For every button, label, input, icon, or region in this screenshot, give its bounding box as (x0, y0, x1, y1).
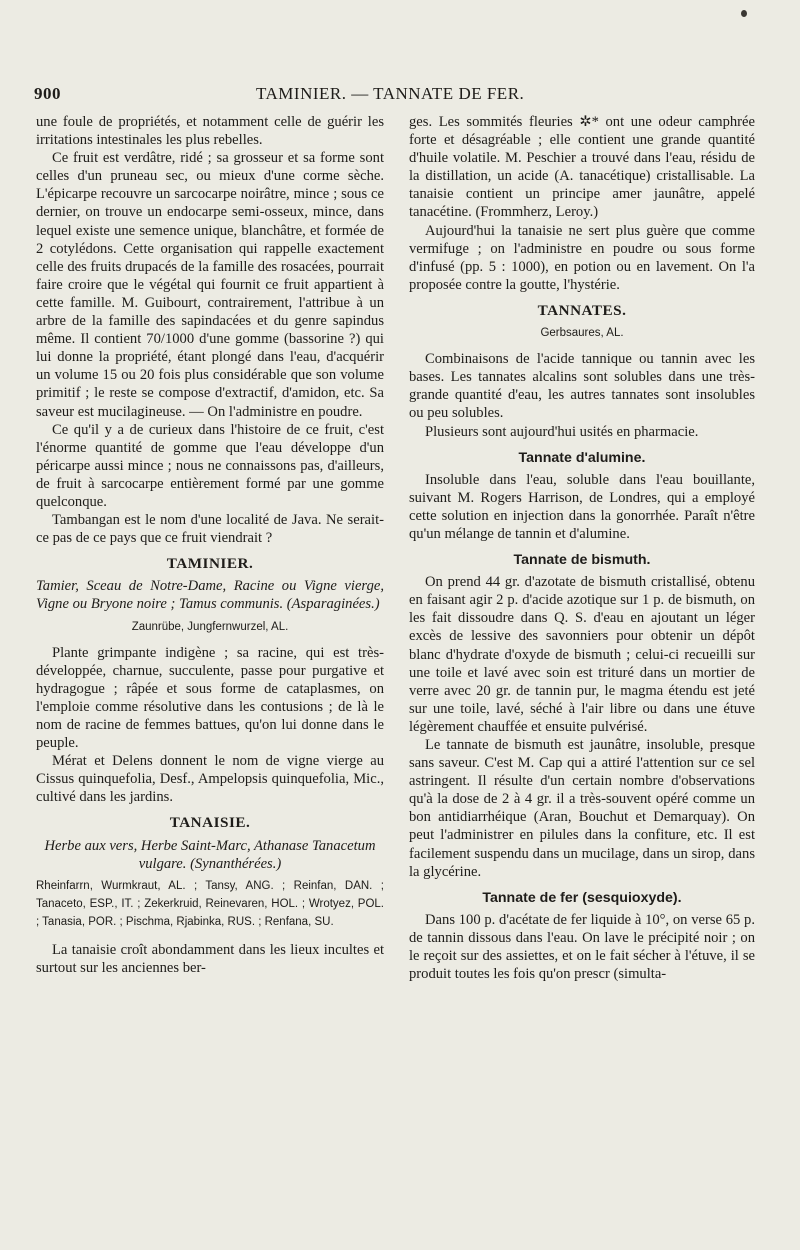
paragraph: Ce qu'il y a de curieux dans l'histoire de ce fruit, c'est l'énorme quantité de gomme que l'eau développe d'un péricarpe aussi mince ; nous ne connaissons pas, d'ailleurs, de fruit à sarcocarpe entièrement formé par une gomme quelconque. (36, 421, 384, 510)
paragraph: Tambangan est le nom d'une localité de Java. Ne serait-ce pas de ce pays que ce fruit viendrait ? (36, 512, 384, 547)
paragraph: Insoluble dans l'eau, soluble dans l'eau bouillante, suivant M. Rogers Harrison, de Londres, qui a employé cette solution en injection dans la gonorrhée. Paraît n'être qu'un mélange de tannin et d'alumine. (409, 471, 755, 542)
foreign-names: Rheinfarrn, Wurmkraut, AL. ; Tansy, ANG. ; Reinfan, DAN. ; Tanaceto, ESP., IT. ; Zekerkruid, Reinevaren, HOL. ; Wrotyez, POL. ; Tanasia, POR. ; Pischma, Rjabinka, RUS. ; Renfana, SU. (36, 879, 384, 928)
right-column (409, 113, 755, 983)
paragraph: Ce fruit est verdâtre, ridé ; sa grosseur et sa forme sont celles d'un pruneau sec, ou mieux d'une corme sèche. L'épicarpe recouvre un sarcocarpe noirâtre, mince ; sous ce dernier, on trouve un endocarpe semi-osseux, mince, dans lequel existe une semence unique, blanchâtre, et formée de 2 cotylédons. Cette organisation qui rappelle exactement celle des fruits drupacés de la famille des rosacées, pourrait faire croire que le végétal qui fournit ce fruit appartient à cette famille. M. Guibourt, contrairement, l'attribue à un arbre de la famille des sapindacées et du genre sapindus même. Il contient 70/1000 d'une gomme (bassorine ?) qui lui donne la propriété, étant plongé dans l'eau, d'acquérir un volume 15 ou 20 fois plus considérable que son volume primitif ; le reste se compose d'extractif, d'amidon, etc. Sa saveur est mucilagineuse. — On l'administre en poudre. (36, 150, 384, 420)
subheading-tannate-alumine: Tannate d'alumine. (518, 449, 646, 466)
entry-heading-tanaisie: TANAISIE. (169, 814, 251, 832)
entry-heading-taminier: TAMINIER. (166, 555, 254, 573)
ink-speck (741, 10, 747, 17)
entry-heading-tannates: TANNATES. (537, 301, 627, 319)
paragraph: Dans 100 p. d'acétate de fer liquide à 10°, on verse 65 p. de tannin dissous dans l'eau. On lave le précipité noir ; on le reçoit sur des assiettes, et on le fait sécher à l'étuve, il se produit toutes les fois qu'on prescr (simulta- (409, 911, 755, 983)
paragraph: Combinaisons de l'acide tannique ou tannin avec les bases. Les tannates alcalins sont solubles dans une très-grande quantité d'eau, les autres tannates sont insolubles ou peu solubles. (409, 351, 755, 422)
paragraph: Plusieurs sont aujourd'hui usités en pharmacie. (425, 423, 699, 440)
paragraph: Mérat et Delens donnent le nom de vigne vierge au Cissus quinquefolia, Desf., Ampelopsis quinquefolia, Mic., cultivé dans les jardins. (36, 753, 384, 806)
paragraph: Le tannate de bismuth est jaunâtre, insoluble, presque sans saveur. C'est M. Cap qui a attiré l'attention sur ce sel astringent. Il résulte d'un certain nombre d'observations qu'à la dose de 2 à 4 gr. il a très-souvent opéré comme un bon antidiarrhéique (Aran, Bouchut et Demarquay). On peut l'administrer en pilules dans la confiture, etc. Il est facilement suspendu dans un mucilage, dans un sirop, dans la glycérine. (409, 737, 755, 880)
paragraph: Aujourd'hui la tanaisie ne sert plus guère que comme vermifuge ; on l'administre en poudre ou sous forme d'infusé (pp. 5 : 1000), en potion ou en lavement. On l'a proposée contre la goutte, l'hystérie. (409, 222, 755, 293)
foreign-names: Gerbsaures, AL. (540, 327, 624, 340)
paragraph: On prend 44 gr. d'azotate de bismuth cristallisé, obtenu en faisant agir 2 p. d'acide azotique sur 1 p. de bismuth, on les fait dissoudre dans Q. S. d'eau en ajoutant un léger excès de lessive des savonniers pour obtenir un dépôt blanc d'hydrate d'oxyde de bismuth ; celui-ci recueilli sur une toile et lavé avec soin est trituré dans un mortier de verre avec 20 gr. de tannin pur, le magma étendu est jeté sur une toile, lavé, séché à l'air libre ou dans une étuve légèrement chauffée et ensuite pulvérisé. (409, 574, 755, 735)
subheading-tannate-fer: Tannate de fer (sesquioxyde). (482, 889, 682, 906)
page-number: 900 (34, 84, 61, 103)
paragraph: La tanaisie croît abondamment dans les lieux incultes et surtout sur les anciennes ber- (36, 942, 384, 977)
entry-synonyms: Herbe aux vers, Herbe Saint-Marc, Athanase Tanacetum vulgare. (Synanthérées.) (44, 837, 376, 872)
left-column (36, 113, 384, 977)
subheading-tannate-bismuth: Tannate de bismuth. (513, 552, 651, 569)
paragraph: ges. Les sommités fleuries ✲* ont une odeur camphrée forte et désagréable ; elle contient une grande quantité d'huile volatile. M. Peschier a trouvé dans l'eau, résidu de la distillation, un acide (A. tanacétique) cristallisable. La tanaisie contient un principe amer jaunâtre, appelé tanacétine. (Frommherz, Leroy.) (409, 114, 755, 221)
running-title: TAMINIER. — TANNATE DE FER. (256, 84, 525, 103)
paragraph: une foule de propriétés, et notamment celle de guérir les irritations intestinales les plus rebelles. (36, 114, 384, 149)
foreign-names: Zaunrübe, Jungfernwurzel, AL. (131, 620, 289, 633)
entry-synonyms: Tamier, Sceau de Notre-Dame, Racine ou Vigne vierge, Vigne ou Bryone noire ; Tamus communis. (Asparaginées.) (36, 578, 384, 613)
paragraph: Plante grimpante indigène ; sa racine, qui est très-développée, charnue, succulente, passe pour purgative et hydragogue ; râpée et sous forme de cataplasmes, on l'emploie comme résolutive dans les contusions ; de là le nom de racine de femmes battues, qu'on lui donne dans le peuple. (36, 644, 384, 752)
